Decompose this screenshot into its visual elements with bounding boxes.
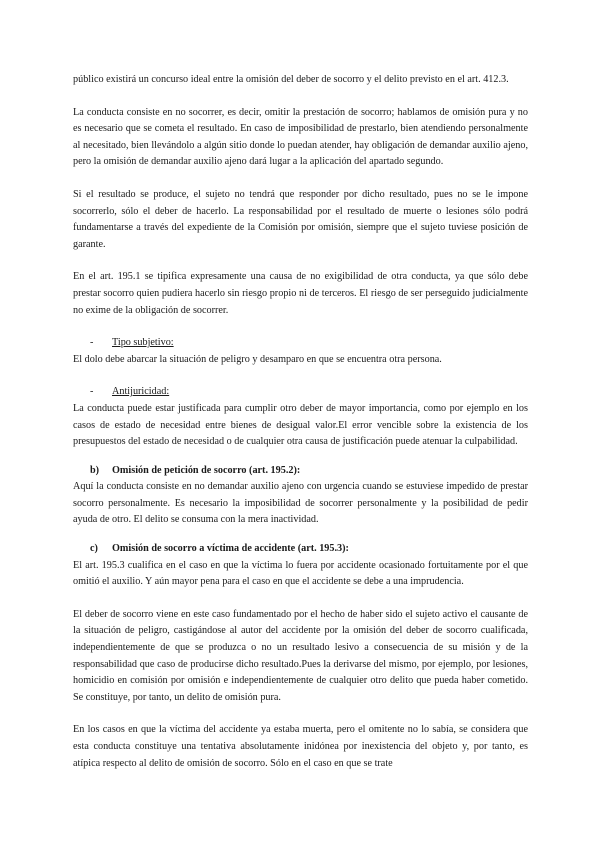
bullet-tipo-subjetivo bbox=[73, 335, 528, 352]
bullet-antijuricidad bbox=[73, 384, 528, 401]
paragraph: público existirá un concurso ideal entre la omisión del deber de socorro y el delito previsto en el art. 412.3. bbox=[73, 74, 509, 85]
paragraph: En el art. 195.1 se tipifica expresamente una causa de no exigibilidad de otra conducta, ya que sólo debe prestar socorro quien pudiera hacerlo sin riesgo propio ni de terceros. El riesgo de ser perseguido judicialmente no exime de la obligación de socorrer. bbox=[73, 271, 528, 316]
bullet-dash: - bbox=[90, 386, 94, 398]
bullet-label: Tipo subjetivo: bbox=[112, 337, 174, 349]
paragraph: El dolo debe abarcar la situación de peligro y desamparo en que se encuentra otra persona. bbox=[73, 353, 442, 365]
paragraph: La conducta puede estar justificada para cumplir otro deber de mayor importancia, como por ejemplo en los casos de estado de necesidad entre bienes de desigual valor.El error vencible sobre la existencia de los presupuestos del estado de necesidad o de cualquier otra causa de justificación puede atenuar la culpabilidad. bbox=[73, 402, 528, 448]
paragraph: En los casos en que la víctima del accidente ya estaba muerta, pero el omitente no lo sabía, se considera que esta conducta constituye una tentativa absolutamente inidónea por inexistencia del objeto y, por tanto, es atípica respecto al delito de omisión de socorro. Sólo en el caso en que se trate bbox=[73, 724, 528, 769]
document-page bbox=[73, 72, 528, 772]
paragraph: El deber de socorro viene en este caso fundamentado por el hecho de haber sido el sujeto activo el causante de la situación de peligro, castigándose al autor del accidente por la omisión del deber de socorro cualificada, independientemente de que se produzca o no un resultado lesivo a consecuencia de su misión y de la responsabilidad que caso de producirse dicho resultado.Pues la derivarse del mismo, por ejemplo, por lesiones, homicidio en comisión por omisión e independientemente de cualquier otro delito que pueda haber cometido. Se constituye, por tanto, un delito de omisión pura. bbox=[73, 608, 528, 703]
heading-text: Omisión de petición de socorro (art. 195.2): bbox=[112, 464, 301, 476]
bullet-label: Antijuricidad: bbox=[112, 386, 170, 398]
paragraph: Aquí la conducta consiste en no demandar auxilio ajeno con urgencia cuando se estuviese impedido de prestar socorro personalmente. Es necesario la imposibilidad de socorrer personalmente y la posibilidad de pedir ayuda de otro. El delito se consuma con la mera inactividad. bbox=[73, 481, 528, 526]
paragraph: El art. 195.3 cualifica en el caso en que la víctima lo fuera por accidente ocasionado fortuitamente por el que omitió el auxilio. Y aún mayor pena para el caso en que el accidente se debe a una imprudencia. bbox=[73, 559, 528, 588]
heading-letter: b) bbox=[90, 464, 100, 476]
heading-text: Omisión de socorro a víctima de accidente (art. 195.3): bbox=[112, 543, 349, 555]
heading-letter: c) bbox=[90, 543, 98, 555]
paragraph: Si el resultado se produce, el sujeto no tendrá que responder por dicho resultado, pues no se le impone socorrerlo, sólo el deber de hacerlo. La responsabilidad por el resultado de muerte o lesiones sólo podrá fundamentarse a través del expediente de la Comisión por omisión, siempre que el sujeto tuviese posición de garante. bbox=[73, 188, 528, 250]
paragraph: La conducta consiste en no socorrer, es decir, omitir la prestación de socorro; hablamos de omisión pura y no es necesario que se cometa el resultado. En caso de imposibilidad de prestarlo, bien atendiendo personalmente al necesitado, bien llevándolo a algún sitio donde lo puedan atender, hay obligación de demandar auxilio ajeno, pero la omisión de demandar auxilio ajeno dará lugar a la aplicación del apartado segundo. bbox=[73, 106, 528, 168]
bullet-dash: - bbox=[90, 337, 94, 349]
section-heading-b bbox=[73, 463, 528, 480]
section-heading-c bbox=[73, 541, 528, 558]
